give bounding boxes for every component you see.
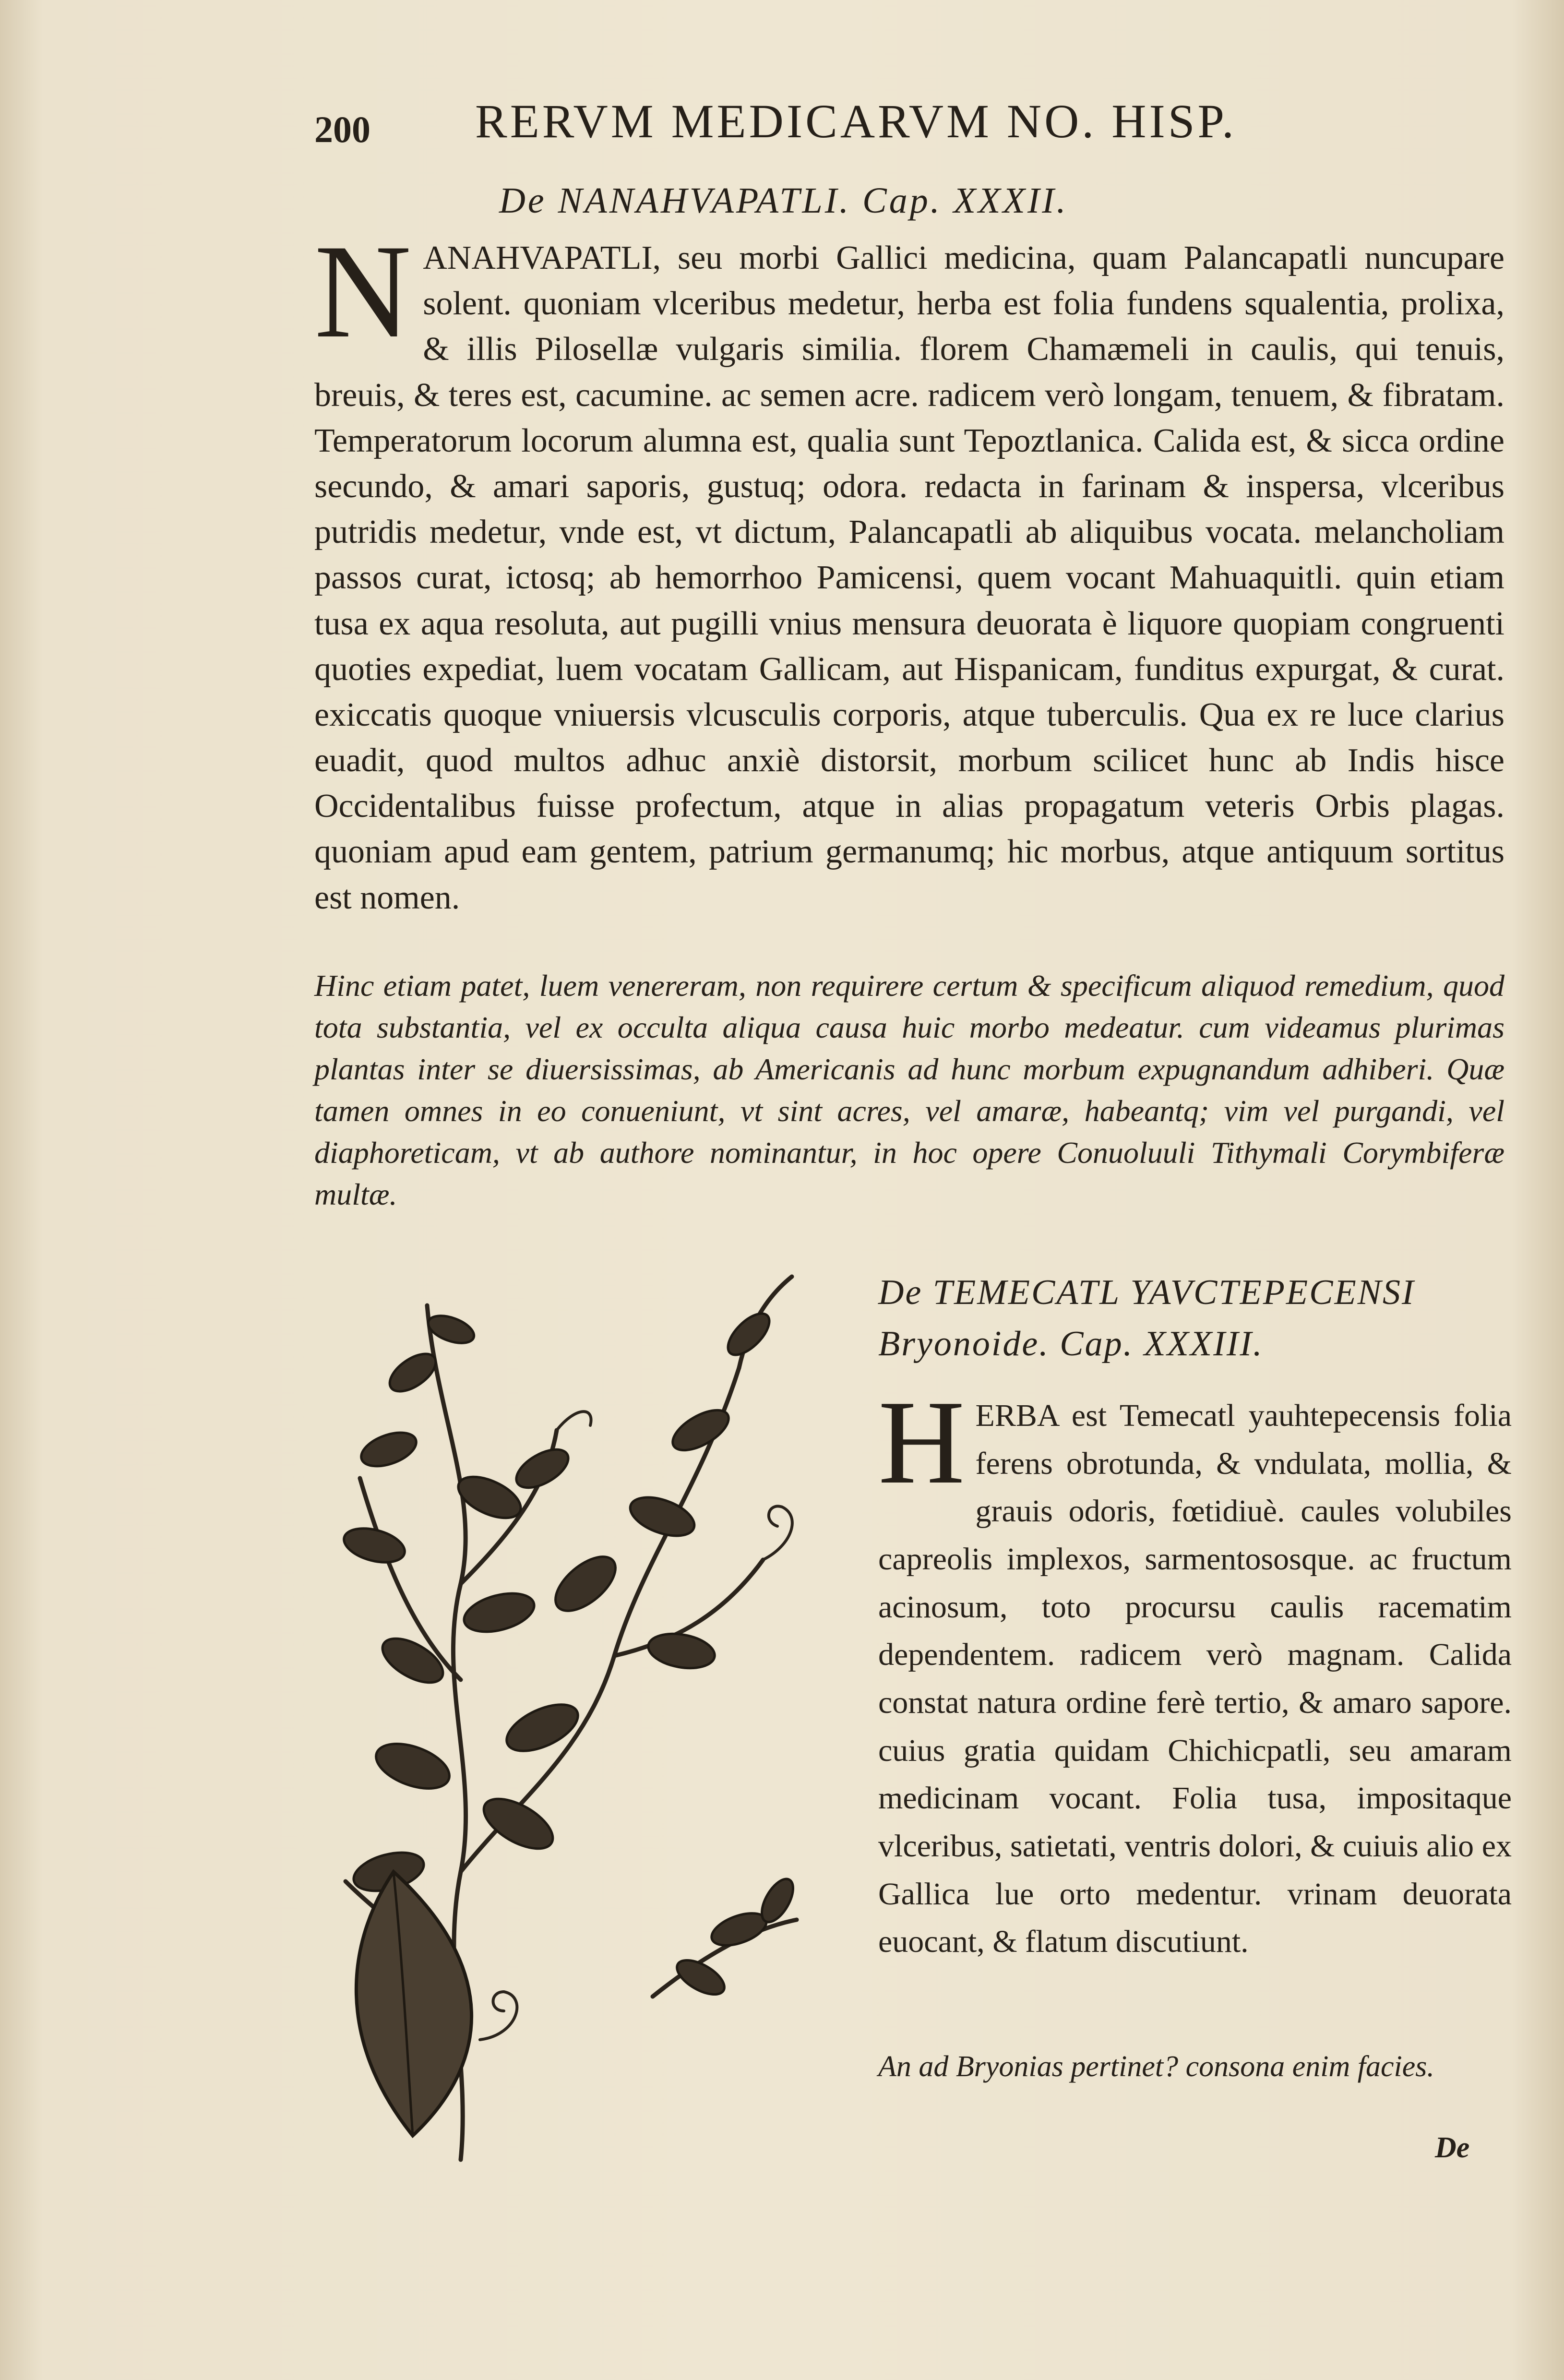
page-number: 200 (314, 108, 370, 150)
drop-capital: N (314, 216, 412, 366)
chapter-body-2 (878, 1376, 1512, 2054)
chapter-heading-2: De TEMECATL YAVCTEPECENSI Bryonoide. Cap. XXXIII. (878, 1273, 1415, 1364)
chapter-body (314, 216, 1504, 1022)
commentary-paragraph: Hinc etiam patet, luem venereram, non requirere certum & specificum aliquod remedium, quod tota substantia, vel ex occulta aliqua causa huic morbo medeatur. cum videamus plurimas plantas inter se diuersissimas, ab Americanis ad hunc morbum expugnandum adhiberi. Quæ tamen omnes in eo conueniunt, vt sint acres, vel amaræ, habeantq; vim vel purgandi, vel diaphoreticam, vt ab authore nominantur, in hoc opere Conuoluuli Tithymali Corymbiferæ multæ. (314, 969, 1504, 1212)
drop-capital-2: H (878, 1376, 965, 1509)
catchword: De (1435, 2131, 1470, 2164)
commentary-paragraph-2: An ad Bryonias pertinet? consona enim facies. (878, 2050, 1434, 2083)
running-head (314, 89, 1418, 156)
chapter-heading: De NANAHVAPATLI. Cap. XXXII. (499, 180, 1068, 221)
chapter-body-text: ANAHVAPATLI, seu morbi Gallici medicina, quam Palancapatli nuncupare solent. quoniam vlceribus medetur, herba est folia fundens squalentia, prolixa, & illis Pilosellæ vulgaris similia. florem Chamæmeli in caulis, qui tenuis, breuis, & teres est, cacumine. ac semen acre. radicem verò longam, tenuem, & fibratam. Temperatorum locorum alumna est, qualia sunt Tepoztlanica. Calida est, & sicca ordine secundo, & amari saporis, gustuq; odora. redacta in farinam & inspersa, vlceribus putridis medetur, vnde est, vt dictum, Palancapatli ab aliquibus vocata. melancholiam passos curat, ictosq; ab hemorrhoo Pamicensi, quem vocant Mahuaquitli. quin etiam tusa ex aqua resoluta, aut pugilli vnius mensura deuorata è liquore quopiam congruenti quoties expediat, luem vocatam Gallicam, aut Hispanicam, funditus expurgat, & curat. exiccatis quoque vniuersis vlcusculis corporis, atque tuberculis. Qua ex re luce clarius euadit, quod multos adhuc anxiè distorsit, morbum scilicet hunc ab Indis hisce Occidentalibus fuisse profectum, atque in alias propagatum veteris Orbis plagas. quoniam apud eam gentem, patrium germanumq; hic morbus, atque antiquum sortitus est nomen. (314, 239, 1504, 916)
plant-woodcut-illustration (317, 1248, 845, 2169)
chapter-body-2-text: ERBA est Temecatl yauhtepecensis folia ferens obrotunda, & vndulata, mollia, & grauis odoris, fœtidiuè. caules volubiles capreolis implexos, sarmentososque. ac fructum acinosum, toto procursu caulis racematim dependentem. radicem verò magnam. Calida constat natura ordine ferè tertio, & amaro sapore. cuius gratia quidam Chichicpatli, seu amaram medicinam vocant. Folia tusa, impositaque vlceribus, satietati, ventris dolori, & cuiuis alio ex Gallica lue orto medentur. vrinam deuorata euocant, & flatum discutiunt. (878, 1398, 1512, 1960)
running-title: RERVM MEDICARVM NO. HISP. (475, 95, 1237, 148)
